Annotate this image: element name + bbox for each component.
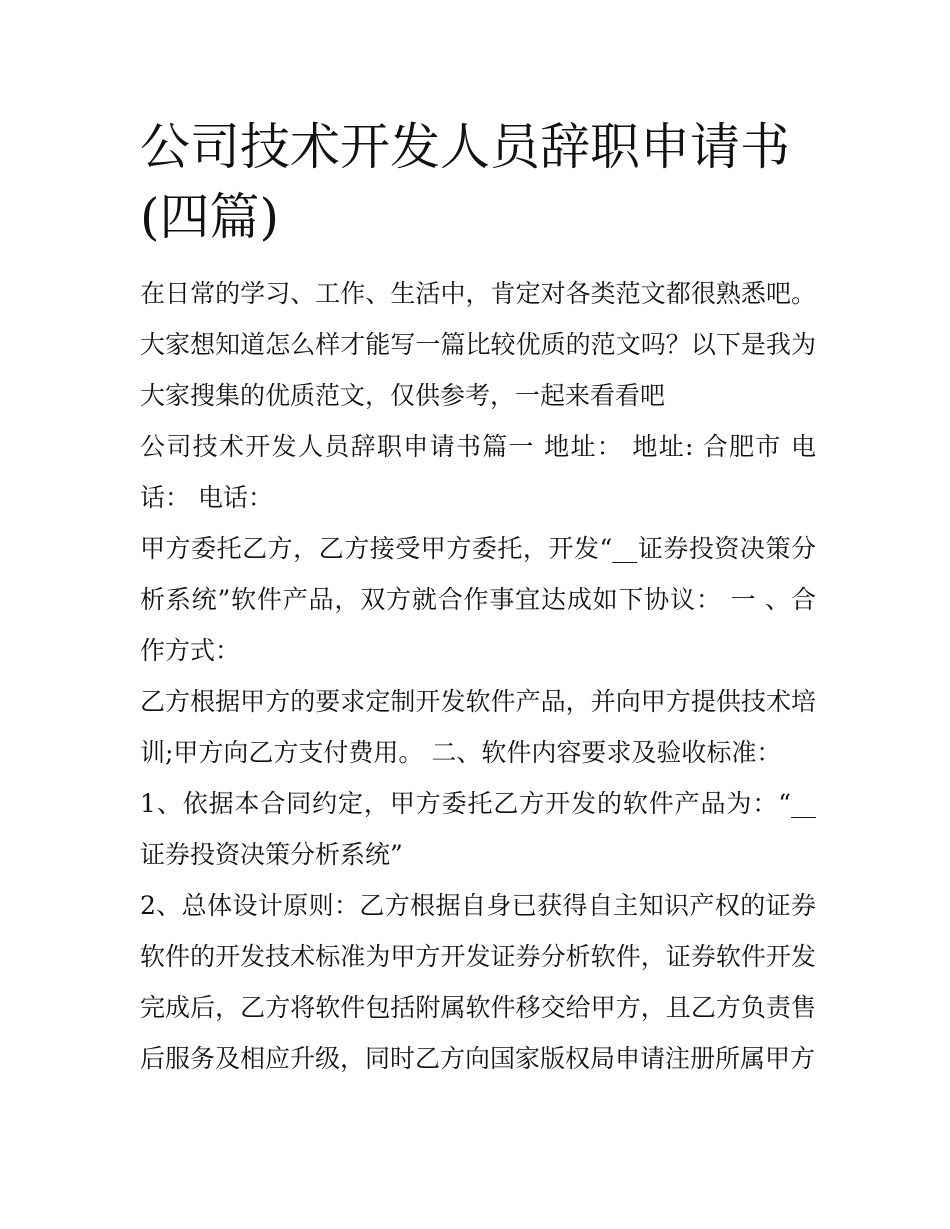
paragraph-entrust: 甲方委托乙方，乙方接受甲方委托，开发“__证券投资决策分析系统”软件产品，双方就合作事宜达成如下协议： 一 、合作方式：: [140, 534, 816, 665]
paragraph-address: 公司技术开发人员辞职申请书篇一 地址： 地址: 合肥市 电话： 电话：: [140, 432, 816, 512]
paragraph-cooperation: 乙方根据甲方的要求定制开发软件产品，并向甲方提供技术培训;甲方向乙方支付费用。 二、软件内容要求及验收标准：: [140, 687, 816, 767]
title-line-1: 公司技术开发人员辞职申请书: [140, 118, 790, 176]
paragraph-clause-2: 2、总体设计原则：乙方根据自身已获得自主知识产权的证券软件的开发技术标准为甲方开发证券分析软件，证券软件开发完成后，乙方将软件包括附属软件移交给甲方，且乙方负责售后服务及相应升级，同时乙方向国家版权局申请注册所属甲方: [140, 891, 816, 1073]
paragraph-intro: 在日常的学习、工作、生活中，肯定对各类范文都很熟悉吧。大家想知道怎么样才能写一篇比较优质的范文吗？以下是我为大家搜集的优质范文，仅供参考，一起来看看吧: [140, 279, 816, 410]
title-line-2: (四篇): [140, 188, 280, 246]
document-page: [140, 112, 816, 1084]
document-title: [140, 112, 816, 252]
paragraph-clause-1: 1、依据本合同约定，甲方委托乙方开发的软件产品为：“__证券投资决策分析系统”: [140, 789, 816, 869]
